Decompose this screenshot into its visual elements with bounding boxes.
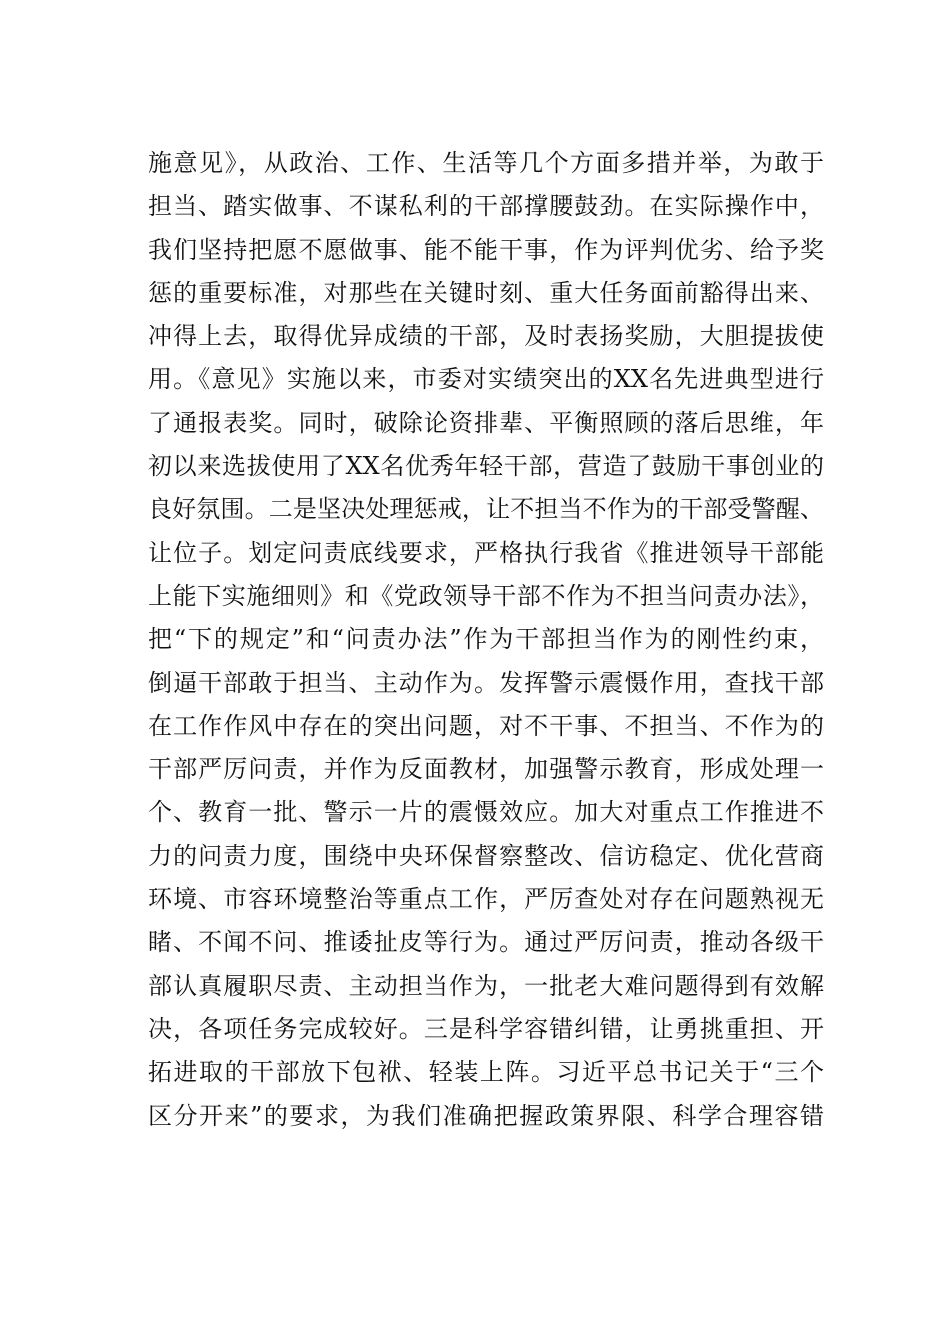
text-line: 干部严厉问责，并作为反面教材，加强警示教育，形成处理一 [148, 755, 824, 784]
text-line: 在工作作风中存在的突出问题，对不干事、不担当、不作为的 [148, 711, 824, 740]
text-line: 倒逼干部敢于担当、主动作为。发挥警示震慑作用，查找干部 [148, 668, 824, 697]
text-line: 把“下的规定”和“问责办法”作为干部担当作为的刚性约束， [148, 625, 824, 654]
text-line: 决，各项任务完成较好。三是科学容错纠错，让勇挑重担、开 [148, 1014, 824, 1043]
text-line: 我们坚持把愿不愿做事、能不能干事，作为评判优劣、给予奖 [148, 235, 824, 264]
body-paragraph [148, 145, 824, 1141]
text-line: 惩的重要标准，对那些在关键时刻、重大任务面前豁得出来、 [148, 278, 824, 307]
text-line: 初以来选拔使用了XX名优秀年轻干部，营造了鼓励干事创业的 [148, 452, 824, 481]
text-line: 区分开来”的要求，为我们准确把握政策界限、科学合理容错 [148, 1101, 824, 1130]
text-line: 力的问责力度，围绕中央环保督察整改、信访稳定、优化营商 [148, 841, 824, 870]
text-line: 用。《意见》实施以来，市委对实绩突出的XX名先进典型进行 [148, 365, 824, 394]
text-line: 担当、踏实做事、不谋私利的干部撑腰鼓劲。在实际操作中， [148, 192, 824, 221]
text-line: 环境、市容环境整治等重点工作，严厉查处对存在问题熟视无 [148, 885, 824, 914]
text-line: 施意见》，从政治、工作、生活等几个方面多措并举，为敢于 [148, 149, 824, 177]
text-line: 了通报表奖。同时，破除论资排辈、平衡照顾的落后思维，年 [148, 408, 824, 437]
text-line: 冲得上去，取得优异成绩的干部，及时表扬奖励，大胆提拔使 [148, 322, 824, 351]
text-line: 让位子。划定问责底线要求，严格执行我省《推进领导干部能 [148, 538, 824, 567]
text-line: 良好氛围。二是坚决处理惩戒，让不担当不作为的干部受警醒、 [148, 495, 824, 524]
text-line: 拓进取的干部放下包袱、轻装上阵。习近平总书记关于“三个 [148, 1058, 824, 1087]
text-line: 上能下实施细则》和《党政领导干部不作为不担当问责办法》， [148, 581, 824, 610]
text-line: 个、教育一批、警示一片的震慑效应。加大对重点工作推进不 [148, 798, 824, 827]
text-line: 部认真履职尽责、主动担当作为，一批老大难问题得到有效解 [148, 971, 824, 1000]
text-line: 睹、不闻不问、推诿扯皮等行为。通过严厉问责，推动各级干 [148, 928, 824, 957]
